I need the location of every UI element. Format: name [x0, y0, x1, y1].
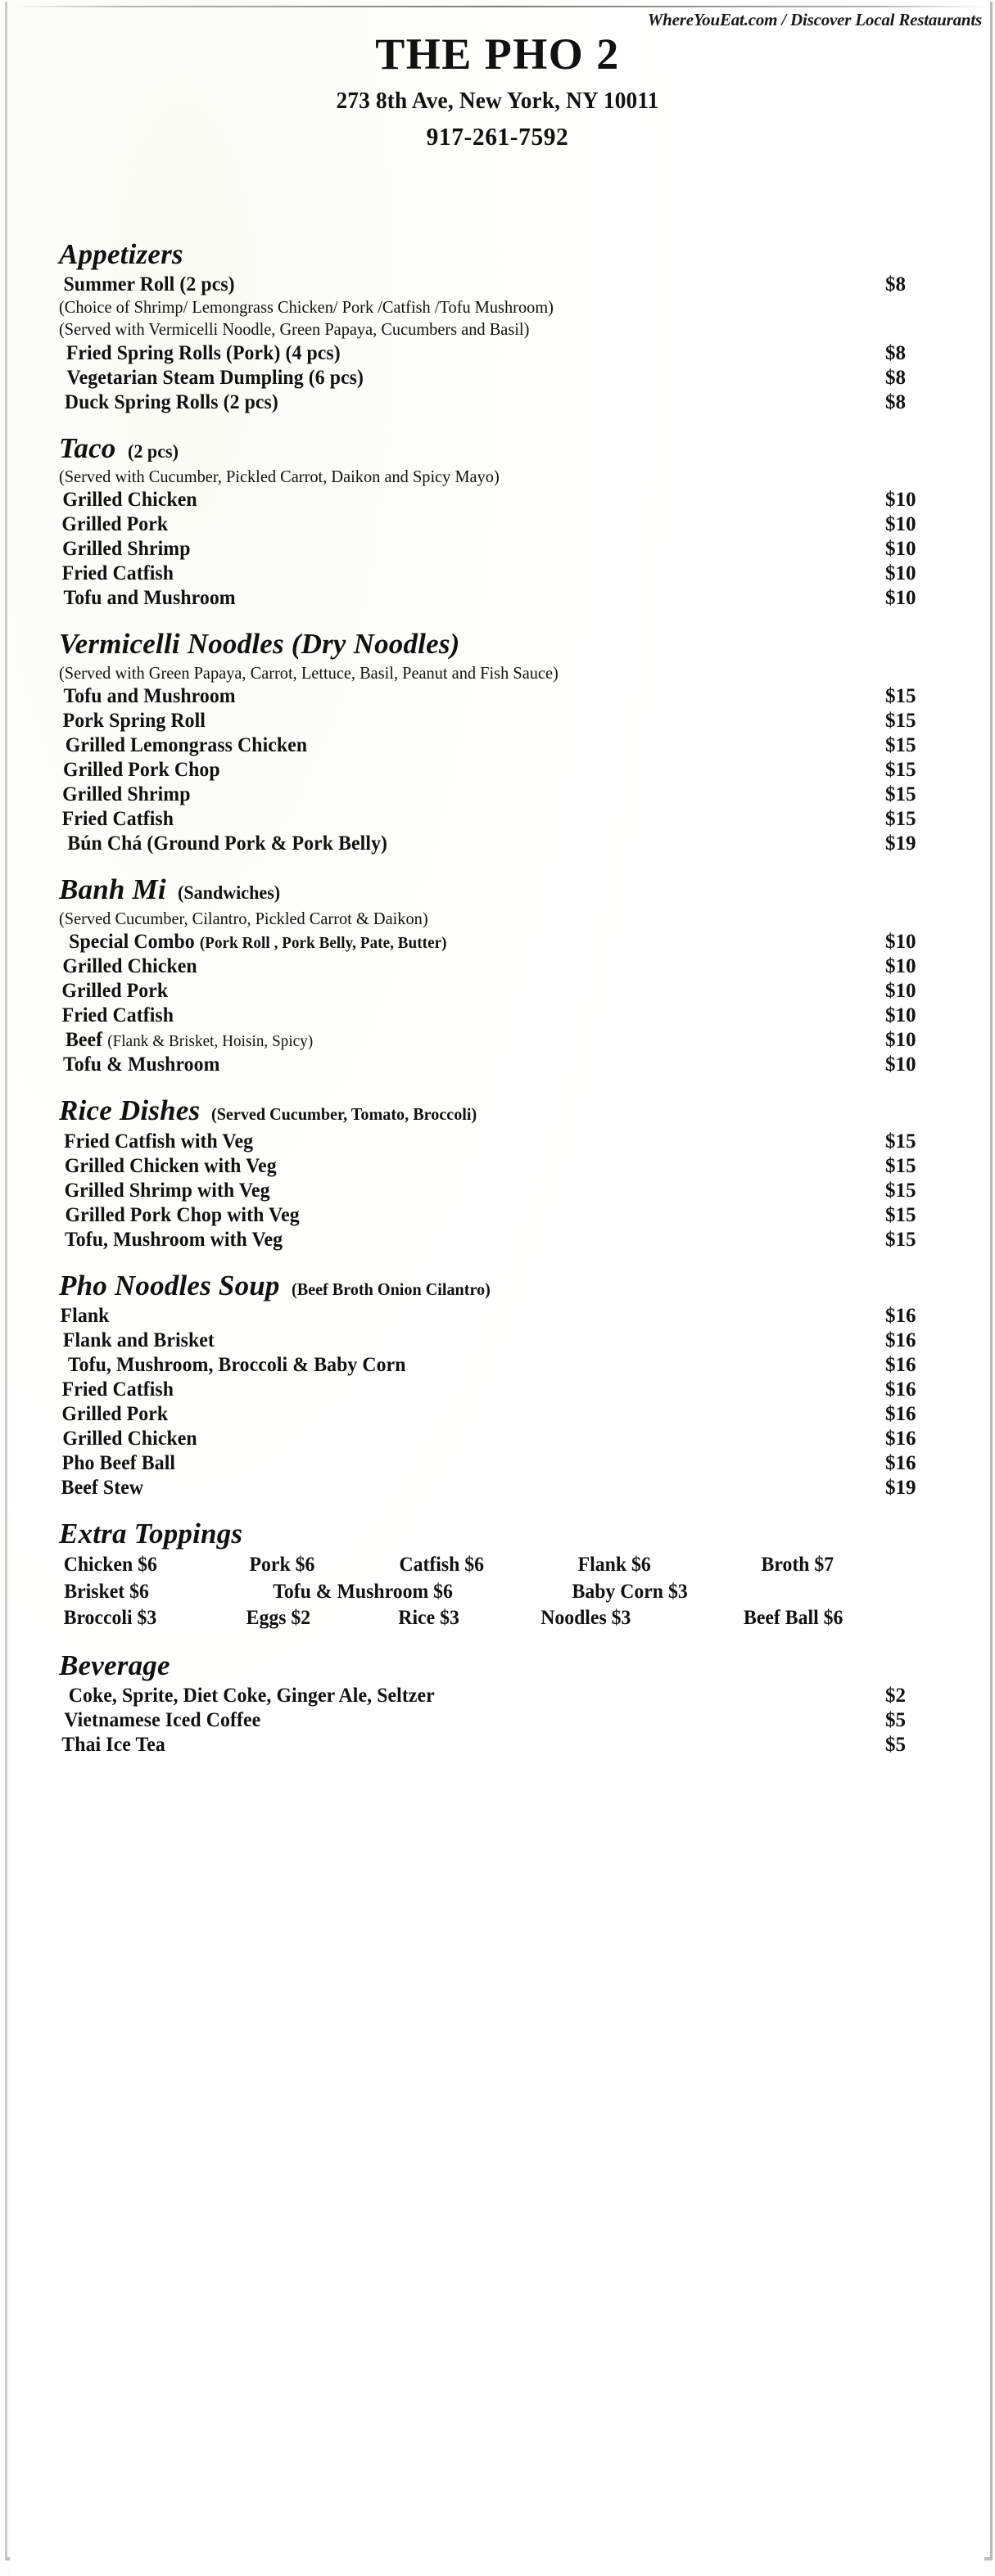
- topping-item: Tofu & Mushroom $6: [273, 1580, 453, 1603]
- menu-item-name: Tofu and Mushroom: [63, 587, 236, 610]
- menu-item-price: $8: [885, 366, 906, 389]
- menu-item-name-main: Beef: [65, 1029, 108, 1052]
- menu-item-row: [59, 273, 970, 297]
- section-title: Beverage: [59, 1649, 170, 1681]
- menu-item-name: Grilled Shrimp: [62, 538, 191, 561]
- menu-item-row: [59, 1427, 970, 1451]
- toppings-row: [59, 1605, 970, 1632]
- menu-item-row: [59, 979, 970, 1004]
- menu-item-name: Tofu and Mushroom: [63, 685, 236, 708]
- menu-item-name: Tofu, Mushroom with Veg: [65, 1228, 283, 1251]
- section-header-taco: [59, 431, 970, 465]
- menu-item-price: $10: [885, 931, 916, 954]
- menu-item-row: [59, 488, 970, 512]
- section-header-pho-noodles-soup: [59, 1269, 970, 1302]
- menu-section-banh-mi: [59, 873, 970, 1077]
- menu-sections: [59, 237, 970, 1517]
- menu-item-row: [59, 512, 970, 537]
- menu-item-price: $10: [885, 587, 916, 610]
- menu-item-price: $15: [885, 759, 916, 782]
- menu-item-row: [59, 832, 970, 856]
- section-header-banh-mi: [59, 873, 970, 906]
- menu-item-name: Duck Spring Rolls (2 pcs): [64, 390, 278, 413]
- menu-item-price: $10: [885, 489, 916, 512]
- menu-item-price: $10: [885, 538, 916, 561]
- spacer: [59, 1077, 970, 1094]
- menu-item-name: Fried Catfish with Veg: [64, 1130, 254, 1153]
- beverage-section: [59, 1649, 970, 1757]
- menu-item-name: Grilled Pork: [61, 513, 169, 536]
- menu-item-price: $10: [885, 980, 916, 1003]
- menu-item-price: $10: [885, 513, 916, 536]
- menu-item-price: $15: [885, 783, 916, 806]
- menu-item-price: $15: [885, 1130, 916, 1153]
- menu-item-price: $8: [885, 390, 906, 413]
- spacer: [59, 415, 970, 431]
- menu-item-row: [59, 954, 970, 979]
- menu-section-rice-dishes: [59, 1094, 970, 1252]
- menu-item-price: $10: [885, 1004, 916, 1027]
- menu-item-name: Thai Ice Tea: [61, 1733, 165, 1756]
- menu-item-row: [59, 1130, 970, 1154]
- menu-item-row: [59, 684, 970, 709]
- menu-item-name: Grilled Chicken: [62, 489, 197, 512]
- menu-item-name: Pork Spring Roll: [62, 710, 206, 733]
- menu-item-row: [59, 1228, 970, 1252]
- menu-item-row: [59, 1476, 970, 1500]
- section-subtitle: (Sandwiches): [177, 882, 280, 904]
- menu-item-name: Beef Stew: [61, 1476, 144, 1499]
- menu-item-name: Grilled Shrimp: [62, 783, 191, 806]
- menu-section-appetizers: [59, 237, 970, 415]
- menu-item-price: $15: [885, 808, 916, 831]
- section-note: (Served with Cucumber, Pickled Carrot, Daikon and Spicy Mayo): [59, 466, 500, 486]
- topping-item: Chicken $6: [63, 1554, 157, 1577]
- menu-item-price: $15: [885, 1228, 916, 1251]
- menu-item-note: (Choice of Shrimp/ Lemongrass Chicken/ Pork /Catfish /Tofu Mushroom): [59, 297, 554, 318]
- menu-item-price: $5: [885, 1733, 906, 1756]
- menu-section-taco: [59, 431, 970, 611]
- section-header-appetizers: [59, 237, 970, 271]
- menu-item-row: [59, 1203, 970, 1228]
- menu-item-row: [59, 783, 970, 807]
- menu-item-name: Summer Roll (2 pcs): [63, 273, 235, 296]
- menu-item-row: [59, 1684, 970, 1708]
- menu-item-price: $15: [885, 1203, 916, 1226]
- menu-item-row: [59, 1329, 970, 1353]
- menu-item-name: Vegetarian Steam Dumpling (6 pcs): [66, 366, 364, 389]
- menu-item-row: [59, 1402, 970, 1427]
- toppings-row: [59, 1579, 970, 1606]
- menu-item-name: Grilled Lemongrass Chicken: [65, 734, 308, 757]
- section-title: Rice Dishes: [59, 1094, 201, 1127]
- topping-item: Broccoli $3: [63, 1607, 157, 1630]
- section-title: Banh Mi: [59, 873, 166, 906]
- menu-item-name: Grilled Pork Chop with Veg: [65, 1203, 300, 1226]
- section-note: (Served with Green Papaya, Carrot, Lettuce, Basil, Peanut and Fish Sauce): [59, 662, 559, 683]
- menu-item-price: $5: [885, 1708, 906, 1731]
- menu-item-row: [59, 1733, 970, 1757]
- section-title: Extra Toppings: [59, 1517, 243, 1550]
- menu-item-name: Grilled Chicken: [62, 1427, 197, 1450]
- menu-item-row: [59, 1451, 970, 1476]
- topping-item: Broth $7: [761, 1554, 834, 1577]
- menu-item-price: $15: [885, 685, 916, 708]
- section-header-extra-toppings: [59, 1517, 970, 1550]
- menu-item-row: [59, 586, 970, 611]
- menu-item-price: $2: [885, 1684, 906, 1707]
- menu-item-name: Fried Catfish: [61, 1378, 174, 1401]
- menu-item-row: [59, 366, 970, 390]
- topping-item: Pork $6: [249, 1554, 315, 1577]
- menu-item-row: [59, 733, 970, 758]
- menu-item-name: Grilled Chicken with Veg: [64, 1154, 277, 1177]
- menu-item-price: $8: [885, 341, 906, 364]
- menu-item-row: [59, 562, 970, 586]
- menu-item-price: $16: [885, 1427, 916, 1450]
- section-header-vermicelli-noodles: [59, 627, 970, 661]
- menu-item-price: $16: [885, 1402, 916, 1425]
- menu-item-row: [59, 1353, 970, 1378]
- menu-item-name: Vietnamese Iced Coffee: [64, 1708, 261, 1731]
- menu-item-name: Fried Catfish: [61, 808, 174, 831]
- topping-item: Baby Corn $3: [572, 1580, 688, 1603]
- menu-item-row: [59, 1053, 970, 1077]
- topping-item: Rice $3: [398, 1607, 459, 1630]
- restaurant-phone: 917-261-7592: [426, 121, 569, 151]
- menu-item-row: [59, 1378, 970, 1402]
- menu-item-price: $16: [885, 1329, 916, 1351]
- menu-item-note: (Served with Vermicelli Noodle, Green Papaya, Cucumbers and Basil): [59, 318, 530, 339]
- topping-item: Catfish $6: [399, 1554, 485, 1577]
- menu-item-name: Fried Catfish: [61, 1004, 174, 1027]
- menu-item-price: $8: [885, 273, 906, 296]
- menu-item-name-main: Special Combo: [69, 931, 200, 954]
- menu-item-name: Grilled Pork: [61, 1402, 169, 1425]
- menu-item-price: $10: [885, 955, 916, 978]
- menu-body: [59, 237, 970, 1757]
- menu-item-name: Flank: [60, 1304, 110, 1327]
- menu-item-price: $15: [885, 710, 916, 733]
- menu-item-name: Pho Beef Ball: [61, 1451, 176, 1474]
- menu-item-name: Tofu, Mushroom, Broccoli & Baby Corn: [67, 1353, 406, 1376]
- menu-item-price: $10: [885, 1053, 916, 1076]
- menu-item-price: $16: [885, 1378, 916, 1401]
- restaurant-name: THE PHO 2: [375, 29, 620, 79]
- menu-item-row: [59, 1304, 970, 1329]
- menu-item-price: $10: [885, 562, 916, 585]
- section-subtitle: (Served Cucumber, Tomato, Broccoli): [211, 1104, 477, 1125]
- menu-item-price: $15: [885, 734, 916, 757]
- menu-item-name: Fried Spring Rolls (Pork) (4 pcs): [66, 341, 341, 364]
- menu-item-row: [59, 390, 970, 415]
- menu-item-name: Flank and Brisket: [62, 1329, 215, 1351]
- menu-item-price: $19: [885, 832, 916, 855]
- menu-item-name: [66, 1029, 313, 1051]
- menu-item-name: Fried Catfish: [61, 562, 174, 585]
- spacer: [59, 856, 970, 873]
- menu-item-qualifier: (Flank & Brisket, Hoisin, Spicy): [107, 1032, 314, 1051]
- topping-item: Flank $6: [577, 1554, 651, 1577]
- menu-item-price: $15: [885, 1154, 916, 1177]
- menu-item-name: [69, 931, 446, 953]
- menu-item-name: Coke, Sprite, Diet Coke, Ginger Ale, Seltzer: [68, 1684, 435, 1707]
- menu-item-price: $10: [885, 1029, 916, 1052]
- menu-item-name: Bún Chá (Ground Pork & Pork Belly): [67, 832, 388, 855]
- menu-item-name: Grilled Pork: [61, 980, 169, 1003]
- menu-item-row: [59, 537, 970, 562]
- menu-item-row: [59, 1154, 970, 1179]
- extra-toppings-section: [59, 1517, 970, 1649]
- menu-item-name: Grilled Chicken: [62, 955, 197, 978]
- section-title: Taco: [59, 431, 116, 464]
- topping-item: Eggs $2: [246, 1607, 311, 1630]
- menu-item-qualifier: (Pork Roll , Pork Belly, Pate, Butter): [199, 934, 447, 953]
- section-subtitle: (Beef Broth Onion Cilantro): [291, 1279, 491, 1299]
- menu-section-vermicelli-noodles: [59, 627, 970, 856]
- spacer: [59, 1252, 970, 1269]
- scan-top-edge: [11, 6, 988, 7]
- menu-item-row: [59, 930, 970, 954]
- section-header-beverage: [59, 1649, 970, 1682]
- section-title: Pho Noodles Soup: [59, 1269, 280, 1302]
- section-title: Appetizers: [59, 238, 183, 270]
- menu-item-name: Grilled Shrimp with Veg: [64, 1179, 270, 1202]
- menu-item-row: [59, 1708, 970, 1733]
- menu-item-price: $15: [885, 1179, 916, 1202]
- spacer: [59, 1500, 970, 1517]
- menu-item-row: [59, 1028, 970, 1053]
- section-title: Vermicelli Noodles (Dry Noodles): [59, 628, 460, 661]
- menu-item-price: $16: [885, 1304, 916, 1327]
- restaurant-masthead: [0, 31, 995, 151]
- section-note: (Served Cucumber, Cilantro, Pickled Carrot & Daikon): [59, 908, 428, 928]
- watermark-text: WhereYouEat.com / Discover Local Restaurants: [647, 10, 982, 29]
- toppings-row: [59, 1552, 970, 1579]
- menu-item-row: [59, 341, 970, 366]
- menu-item-name: Tofu & Mushroom: [63, 1053, 220, 1076]
- spacer: [59, 611, 970, 627]
- section-subtitle: (2 pcs): [127, 440, 179, 462]
- spacer: [59, 1632, 970, 1649]
- menu-item-row: [59, 807, 970, 832]
- menu-item-row: [59, 758, 970, 783]
- topping-item: Beef Ball $6: [744, 1607, 843, 1630]
- menu-item-name: Grilled Pork Chop: [63, 759, 220, 782]
- restaurant-address: 273 8th Ave, New York, NY 10011: [336, 87, 659, 114]
- topping-item: Noodles $3: [540, 1607, 631, 1630]
- menu-item-price: $19: [885, 1476, 916, 1499]
- menu-item-row: [59, 709, 970, 733]
- menu-item-price: $16: [885, 1451, 916, 1474]
- menu-item-price: $16: [885, 1353, 916, 1376]
- menu-item-row: [59, 1179, 970, 1203]
- section-header-rice-dishes: [59, 1094, 970, 1127]
- topping-item: Brisket $6: [64, 1580, 149, 1603]
- menu-item-row: [59, 1004, 970, 1028]
- menu-section-pho-noodles-soup: [59, 1269, 970, 1500]
